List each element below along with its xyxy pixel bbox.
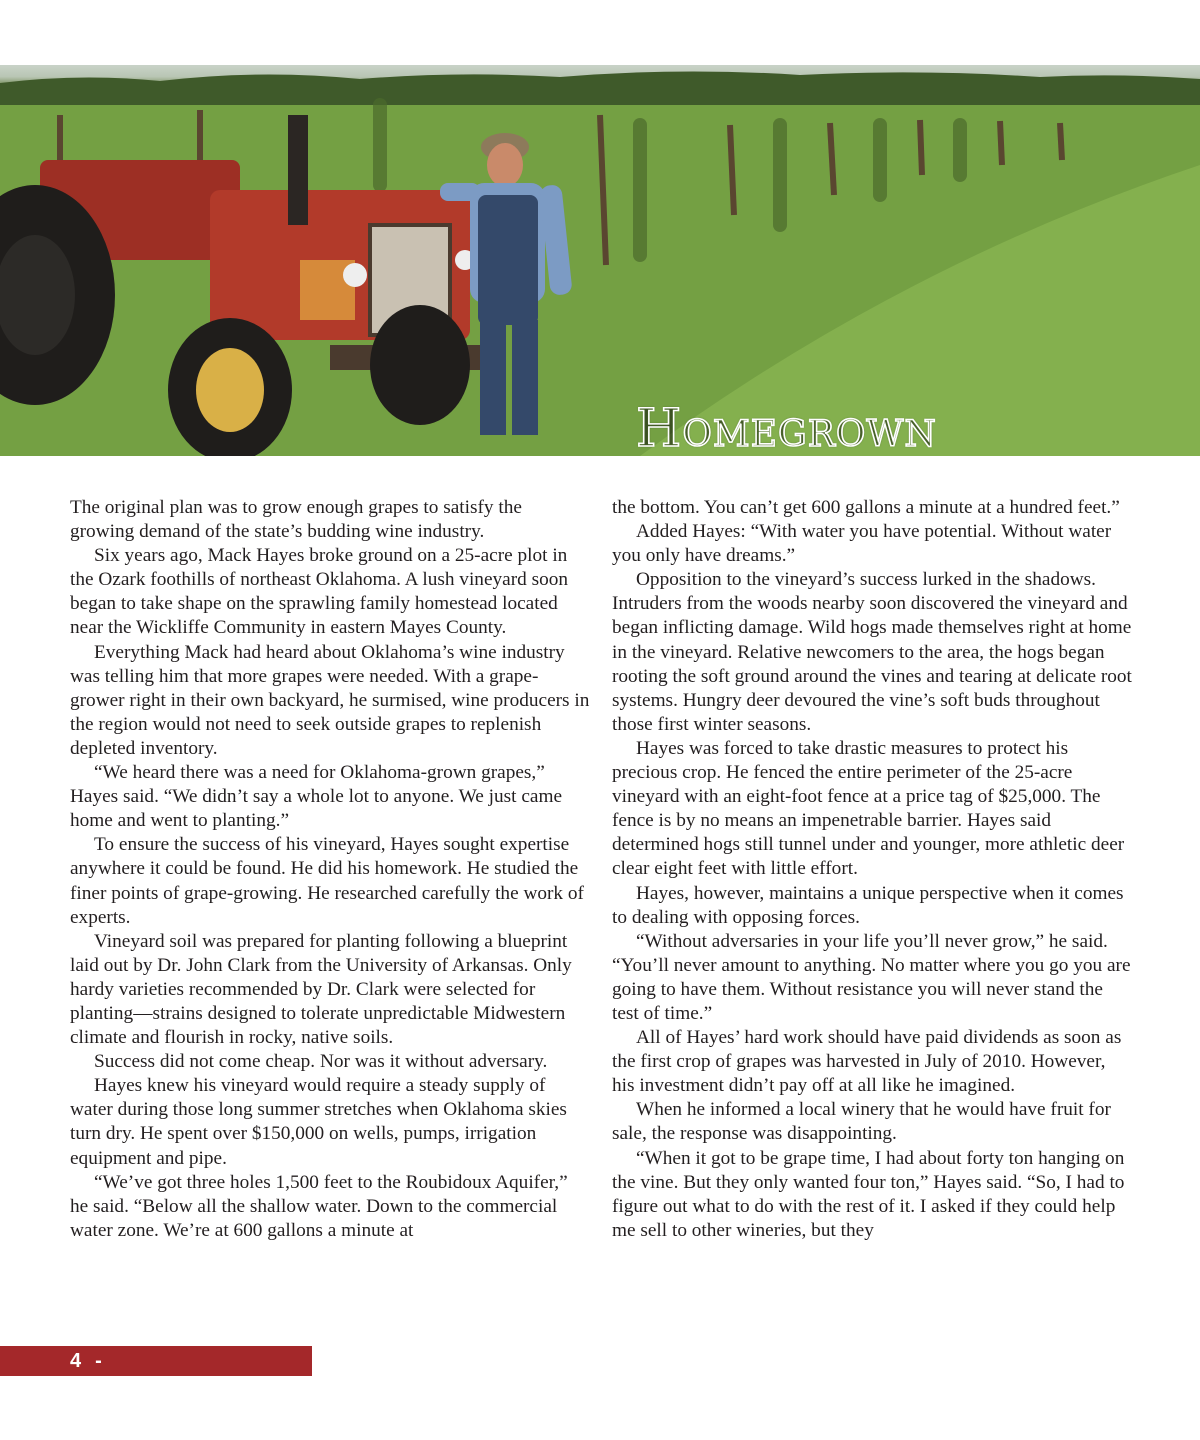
paragraph: Everything Mack had heard about Oklahoma’s wine industry was telling him that more grapes were needed. With a grape-grower right in their own backyard, he surmised, wine producers in the region would not need to seek outside grapes to replenish depleted inventory. bbox=[70, 641, 590, 759]
page-footer bbox=[0, 1346, 312, 1402]
article-title-block bbox=[636, 401, 1106, 456]
paragraph: Hayes, however, maintains a unique perspective when it comes to dealing with opposing forces. bbox=[612, 882, 1124, 928]
paragraph: The original plan was to grow enough grapes to satisfy the growing demand of the state’s budding wine industry. bbox=[70, 497, 522, 543]
paragraph: Added Hayes: “With water you have potential. Without water you only have dreams.” bbox=[612, 521, 1112, 567]
paragraph: Opposition to the vineyard’s success lurked in the shadows. Intruders from the woods nearby soon discovered the vineyard and began inflicting damage. Wild hogs made themselves right at home in the vineyard. Relative newcomers to the area, the hogs began rooting the soft ground around the vines and tearing at delicate root systems. Hungry deer devoured the vine’s soft buds throughout those first winter seasons. bbox=[612, 569, 1132, 735]
vineyard-photo-illustration bbox=[0, 65, 1200, 456]
paragraph: “We’ve got three holes 1,500 feet to the Roubidoux Aquifer,” he said. “Below all the shallow water. Down to the commercial water zone. We’re at 600 gallons a minute at bbox=[70, 1171, 568, 1241]
page-number: 4 bbox=[70, 1350, 82, 1372]
paragraph: Hayes knew his vineyard would require a steady supply of water during those long summer stretches when Oklahoma skies turn dry. He spent over $150,000 on wells, pumps, irrigation equipment and pipe. bbox=[70, 1075, 567, 1169]
paragraph: Vineyard soil was prepared for planting following a blueprint laid out by Dr. John Clark from the University of Arkansas. Only hardy varieties recommended by Dr. Clark were selected for planting—strains designed to tolerate unpredictable Midwestern climate and flourish in rocky, native soils. bbox=[70, 930, 572, 1049]
paragraph: All of Hayes’ hard work should have paid dividends as soon as the first crop of grapes was harvested in July of 2010. However, his investment didn’t pay off at all like he imagined. bbox=[612, 1027, 1122, 1097]
footer-separator: - bbox=[95, 1350, 102, 1372]
paragraph: “When it got to be grape time, I had about forty ton hanging on the vine. But they only wanted four ton,” Hayes said. “So, I had to figure out what to do with the rest of it. I asked if they could help me sell to other wineries, but they bbox=[612, 1147, 1125, 1241]
paragraph: Success did not come cheap. Nor was it without adversary. bbox=[94, 1051, 548, 1073]
paragraph: To ensure the success of his vineyard, Hayes sought expertise anywhere it could be found. He did his homework. He studied the finer points of grape-growing. He researched carefully the work of experts. bbox=[70, 834, 584, 928]
article-title: Homegrown bbox=[636, 399, 937, 456]
article-column-left bbox=[70, 496, 590, 1243]
paragraph: the bottom. You can’t get 600 gallons a minute at a hundred feet.” bbox=[612, 497, 1120, 518]
paragraph: “Without adversaries in your life you’ll never grow,” he said. “You’ll never amount to anything. No matter where you go you are going to have them. Without resistance you will never stand the test of time.” bbox=[612, 930, 1131, 1024]
paragraph: When he informed a local winery that he would have fruit for sale, the response was disappointing. bbox=[612, 1099, 1111, 1145]
article-column-right bbox=[612, 496, 1132, 1243]
publication-name: Northeast Connection bbox=[0, 1380, 209, 1402]
paragraph: Hayes was forced to take drastic measures to protect his precious crop. He fenced the entire perimeter of the 25-acre vineyard with an eight-foot fence at a price tag of $25,000. The fence is by no means an impenetrable barrier. Hayes said determined hogs still tunnel under and younger, more athletic deer clear eight feet with little effort. bbox=[612, 737, 1125, 880]
paragraph: “We heard there was a need for Oklahoma-grown grapes,” Hayes said. “We didn’t say a whole lot to anyone. We just came home and went to planting.” bbox=[70, 762, 563, 832]
paragraph: Six years ago, Mack Hayes broke ground on a 25-acre plot in the Ozark foothills of northeast Oklahoma. A lush vineyard soon began to take shape on the sprawling family homestead located near the Wickliffe Community in eastern Mayes County. bbox=[70, 545, 569, 639]
header-photo bbox=[0, 65, 1200, 456]
